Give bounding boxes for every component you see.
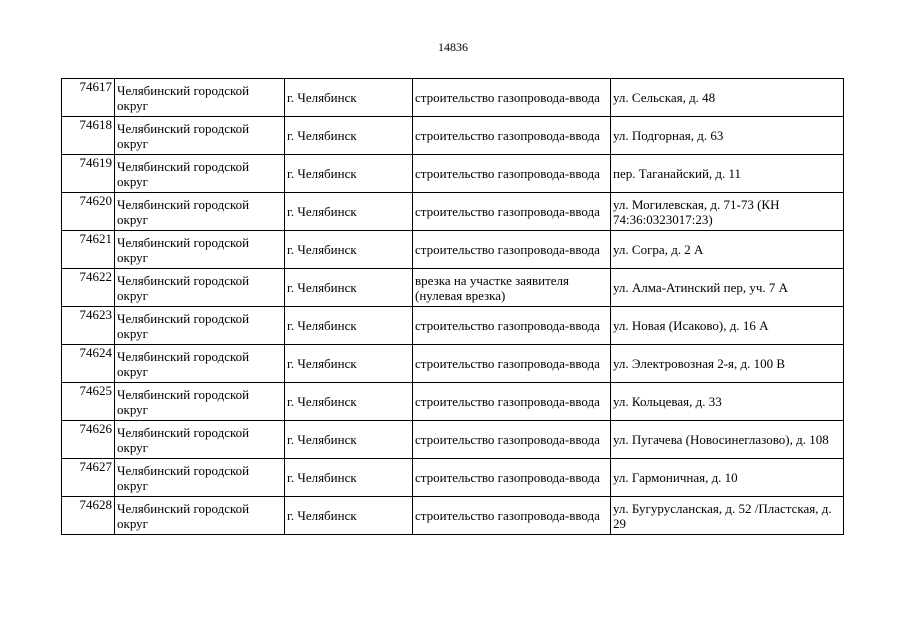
city-cell: г. Челябинск [285,269,413,307]
city-cell: г. Челябинск [285,155,413,193]
municipality-cell: Челябинский городской округ [115,155,285,193]
row-number: 74617 [62,79,115,117]
row-number: 74627 [62,459,115,497]
row-number: 74621 [62,231,115,269]
municipality-cell: Челябинский городской округ [115,307,285,345]
work-type-cell: строительство газопровода-ввода [413,497,611,535]
work-type-cell: строительство газопровода-ввода [413,421,611,459]
city-cell: г. Челябинск [285,79,413,117]
work-type-cell: строительство газопровода-ввода [413,155,611,193]
table-row [62,231,844,269]
table-row [62,79,844,117]
row-number: 74628 [62,497,115,535]
city-cell: г. Челябинск [285,459,413,497]
table-row [62,345,844,383]
work-type-cell: строительство газопровода-ввода [413,307,611,345]
address-cell: ул. Сельская, д. 48 [611,79,844,117]
work-type-cell: строительство газопровода-ввода [413,79,611,117]
municipality-cell: Челябинский городской округ [115,269,285,307]
work-type-cell: строительство газопровода-ввода [413,459,611,497]
row-number: 74622 [62,269,115,307]
municipality-cell: Челябинский городской округ [115,345,285,383]
work-type-cell: строительство газопровода-ввода [413,383,611,421]
municipality-cell: Челябинский городской округ [115,421,285,459]
address-cell: ул. Могилевская, д. 71-73 (КН 74:36:0323017:23) [611,193,844,231]
row-number: 74625 [62,383,115,421]
city-cell: г. Челябинск [285,193,413,231]
work-type-cell: строительство газопровода-ввода [413,193,611,231]
municipality-cell: Челябинский городской округ [115,497,285,535]
city-cell: г. Челябинск [285,421,413,459]
work-type-cell: строительство газопровода-ввода [413,345,611,383]
address-cell: ул. Согра, д. 2 А [611,231,844,269]
address-cell: ул. Алма-Атинский пер, уч. 7 А [611,269,844,307]
municipality-cell: Челябинский городской округ [115,193,285,231]
row-number: 74624 [62,345,115,383]
city-cell: г. Челябинск [285,307,413,345]
table-row [62,421,844,459]
table-row [62,307,844,345]
address-cell: ул. Кольцевая, д. 33 [611,383,844,421]
municipality-cell: Челябинский городской округ [115,117,285,155]
municipality-cell: Челябинский городской округ [115,79,285,117]
table-row [62,155,844,193]
municipality-cell: Челябинский городской округ [115,231,285,269]
city-cell: г. Челябинск [285,231,413,269]
row-number: 74618 [62,117,115,155]
table-row [62,193,844,231]
municipality-cell: Челябинский городской округ [115,383,285,421]
row-number: 74626 [62,421,115,459]
row-number: 74619 [62,155,115,193]
address-cell: ул. Новая (Исаково), д. 16 А [611,307,844,345]
address-cell: ул. Электровозная 2-я, д. 100 В [611,345,844,383]
row-number: 74623 [62,307,115,345]
page-number: 14836 [438,40,468,54]
city-cell: г. Челябинск [285,497,413,535]
registry-table [61,78,844,535]
address-cell: ул. Подгорная, д. 63 [611,117,844,155]
address-cell: ул. Гармоничная, д. 10 [611,459,844,497]
address-cell: ул. Пугачева (Новосинеглазово), д. 108 [611,421,844,459]
address-cell: пер. Таганайский, д. 11 [611,155,844,193]
table-row [62,497,844,535]
table-row [62,269,844,307]
city-cell: г. Челябинск [285,345,413,383]
city-cell: г. Челябинск [285,383,413,421]
table-row [62,117,844,155]
work-type-cell: врезка на участке заявителя (нулевая врезка) [413,269,611,307]
city-cell: г. Челябинск [285,117,413,155]
row-number: 74620 [62,193,115,231]
table-row [62,383,844,421]
work-type-cell: строительство газопровода-ввода [413,117,611,155]
work-type-cell: строительство газопровода-ввода [413,231,611,269]
municipality-cell: Челябинский городской округ [115,459,285,497]
table-row [62,459,844,497]
address-cell: ул. Бугурусланская, д. 52 /Пластская, д. 29 [611,497,844,535]
